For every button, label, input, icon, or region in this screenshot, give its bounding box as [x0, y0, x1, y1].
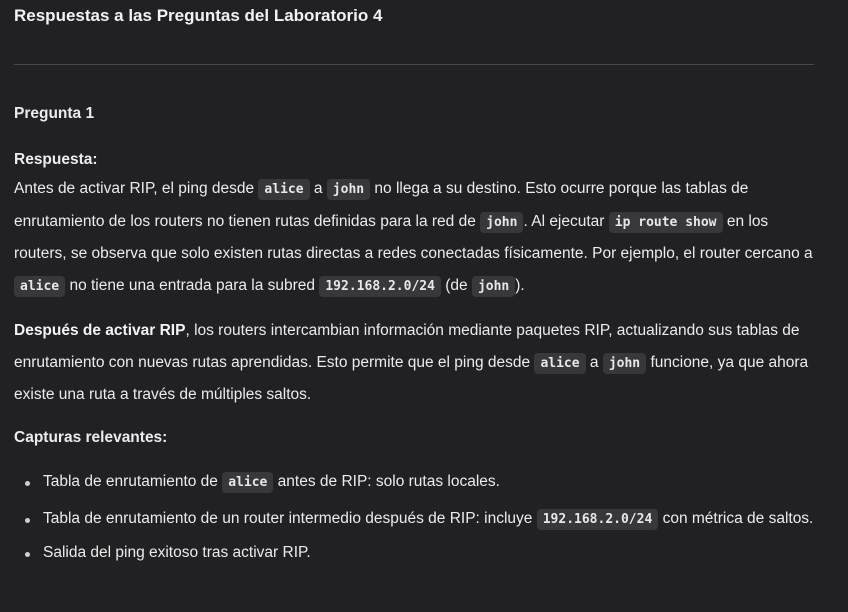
bullet-icon: [25, 518, 30, 523]
answer-paragraph-after-rip: [14, 315, 814, 411]
captures-list: [14, 466, 814, 569]
bullet-icon: [25, 481, 30, 486]
text-segment: con métrica de saltos.: [658, 509, 814, 527]
text-segment: Tabla de enrutamiento de: [43, 473, 223, 490]
text-segment: Salida del ping exitoso tras activar RIP.: [43, 544, 311, 561]
list-item: [14, 503, 814, 536]
text-segment: Tabla de enrutamiento de un router intermedio después de RIP: incluye: [43, 509, 537, 527]
text-segment: funcione, ya que ahora existe una ruta a través de múltiples saltos.: [14, 353, 809, 403]
answer-label: Respuesta:: [14, 151, 98, 168]
bullet-icon: [25, 552, 30, 557]
divider: [14, 64, 814, 65]
text-segment: no tiene una entrada para la subred: [65, 276, 320, 294]
inline-code-john: john: [480, 212, 523, 233]
text-segment: en los routers, se observa que solo existen rutas directas a redes conectadas físicamente. Por ejemplo, el router cercano a: [14, 212, 813, 262]
inline-code-alice: alice: [14, 276, 65, 297]
text-segment: . Al ejecutar: [523, 212, 609, 230]
text-segment: a: [309, 180, 327, 197]
text-segment: Antes de activar RIP, el ping desde: [14, 180, 259, 197]
text-segment: , los routers intercambian información mediante paquetes RIP, actualizando sus tablas de enrutamiento con nuevas rutas aprendidas. Esto permite que el ping desde: [14, 322, 800, 371]
list-item: [14, 466, 814, 499]
answer-paragraph-before-rip: [14, 173, 814, 302]
inline-code-subnet: 192.168.2.0/24: [537, 509, 659, 530]
text-segment: no llega a su destino. Esto ocurre porque las tablas de enrutamiento de los routers no tienen rutas definidas para la red de: [14, 180, 749, 230]
bold-phrase: Después de activar RIP: [14, 322, 186, 339]
inline-code-john: john: [472, 276, 515, 297]
inline-code-alice: alice: [258, 179, 309, 200]
inline-code-subnet: 192.168.2.0/24: [319, 276, 441, 297]
inline-code-alice: alice: [222, 472, 273, 493]
text-segment: a: [585, 353, 603, 371]
inline-code-command: ip route show: [609, 212, 723, 233]
captures-heading: Capturas relevantes:: [14, 429, 168, 446]
page-title: Respuestas a las Preguntas del Laboratorio 4: [14, 6, 383, 25]
inline-code-john: john: [603, 353, 646, 374]
text-segment: antes de RIP: solo rutas locales.: [273, 473, 500, 490]
inline-code-alice: alice: [534, 353, 585, 374]
inline-code-john: john: [327, 179, 370, 200]
list-item: [14, 537, 814, 569]
question-heading: Pregunta 1: [14, 105, 95, 122]
text-segment: (de: [440, 276, 472, 294]
text-segment: ).: [515, 276, 525, 294]
